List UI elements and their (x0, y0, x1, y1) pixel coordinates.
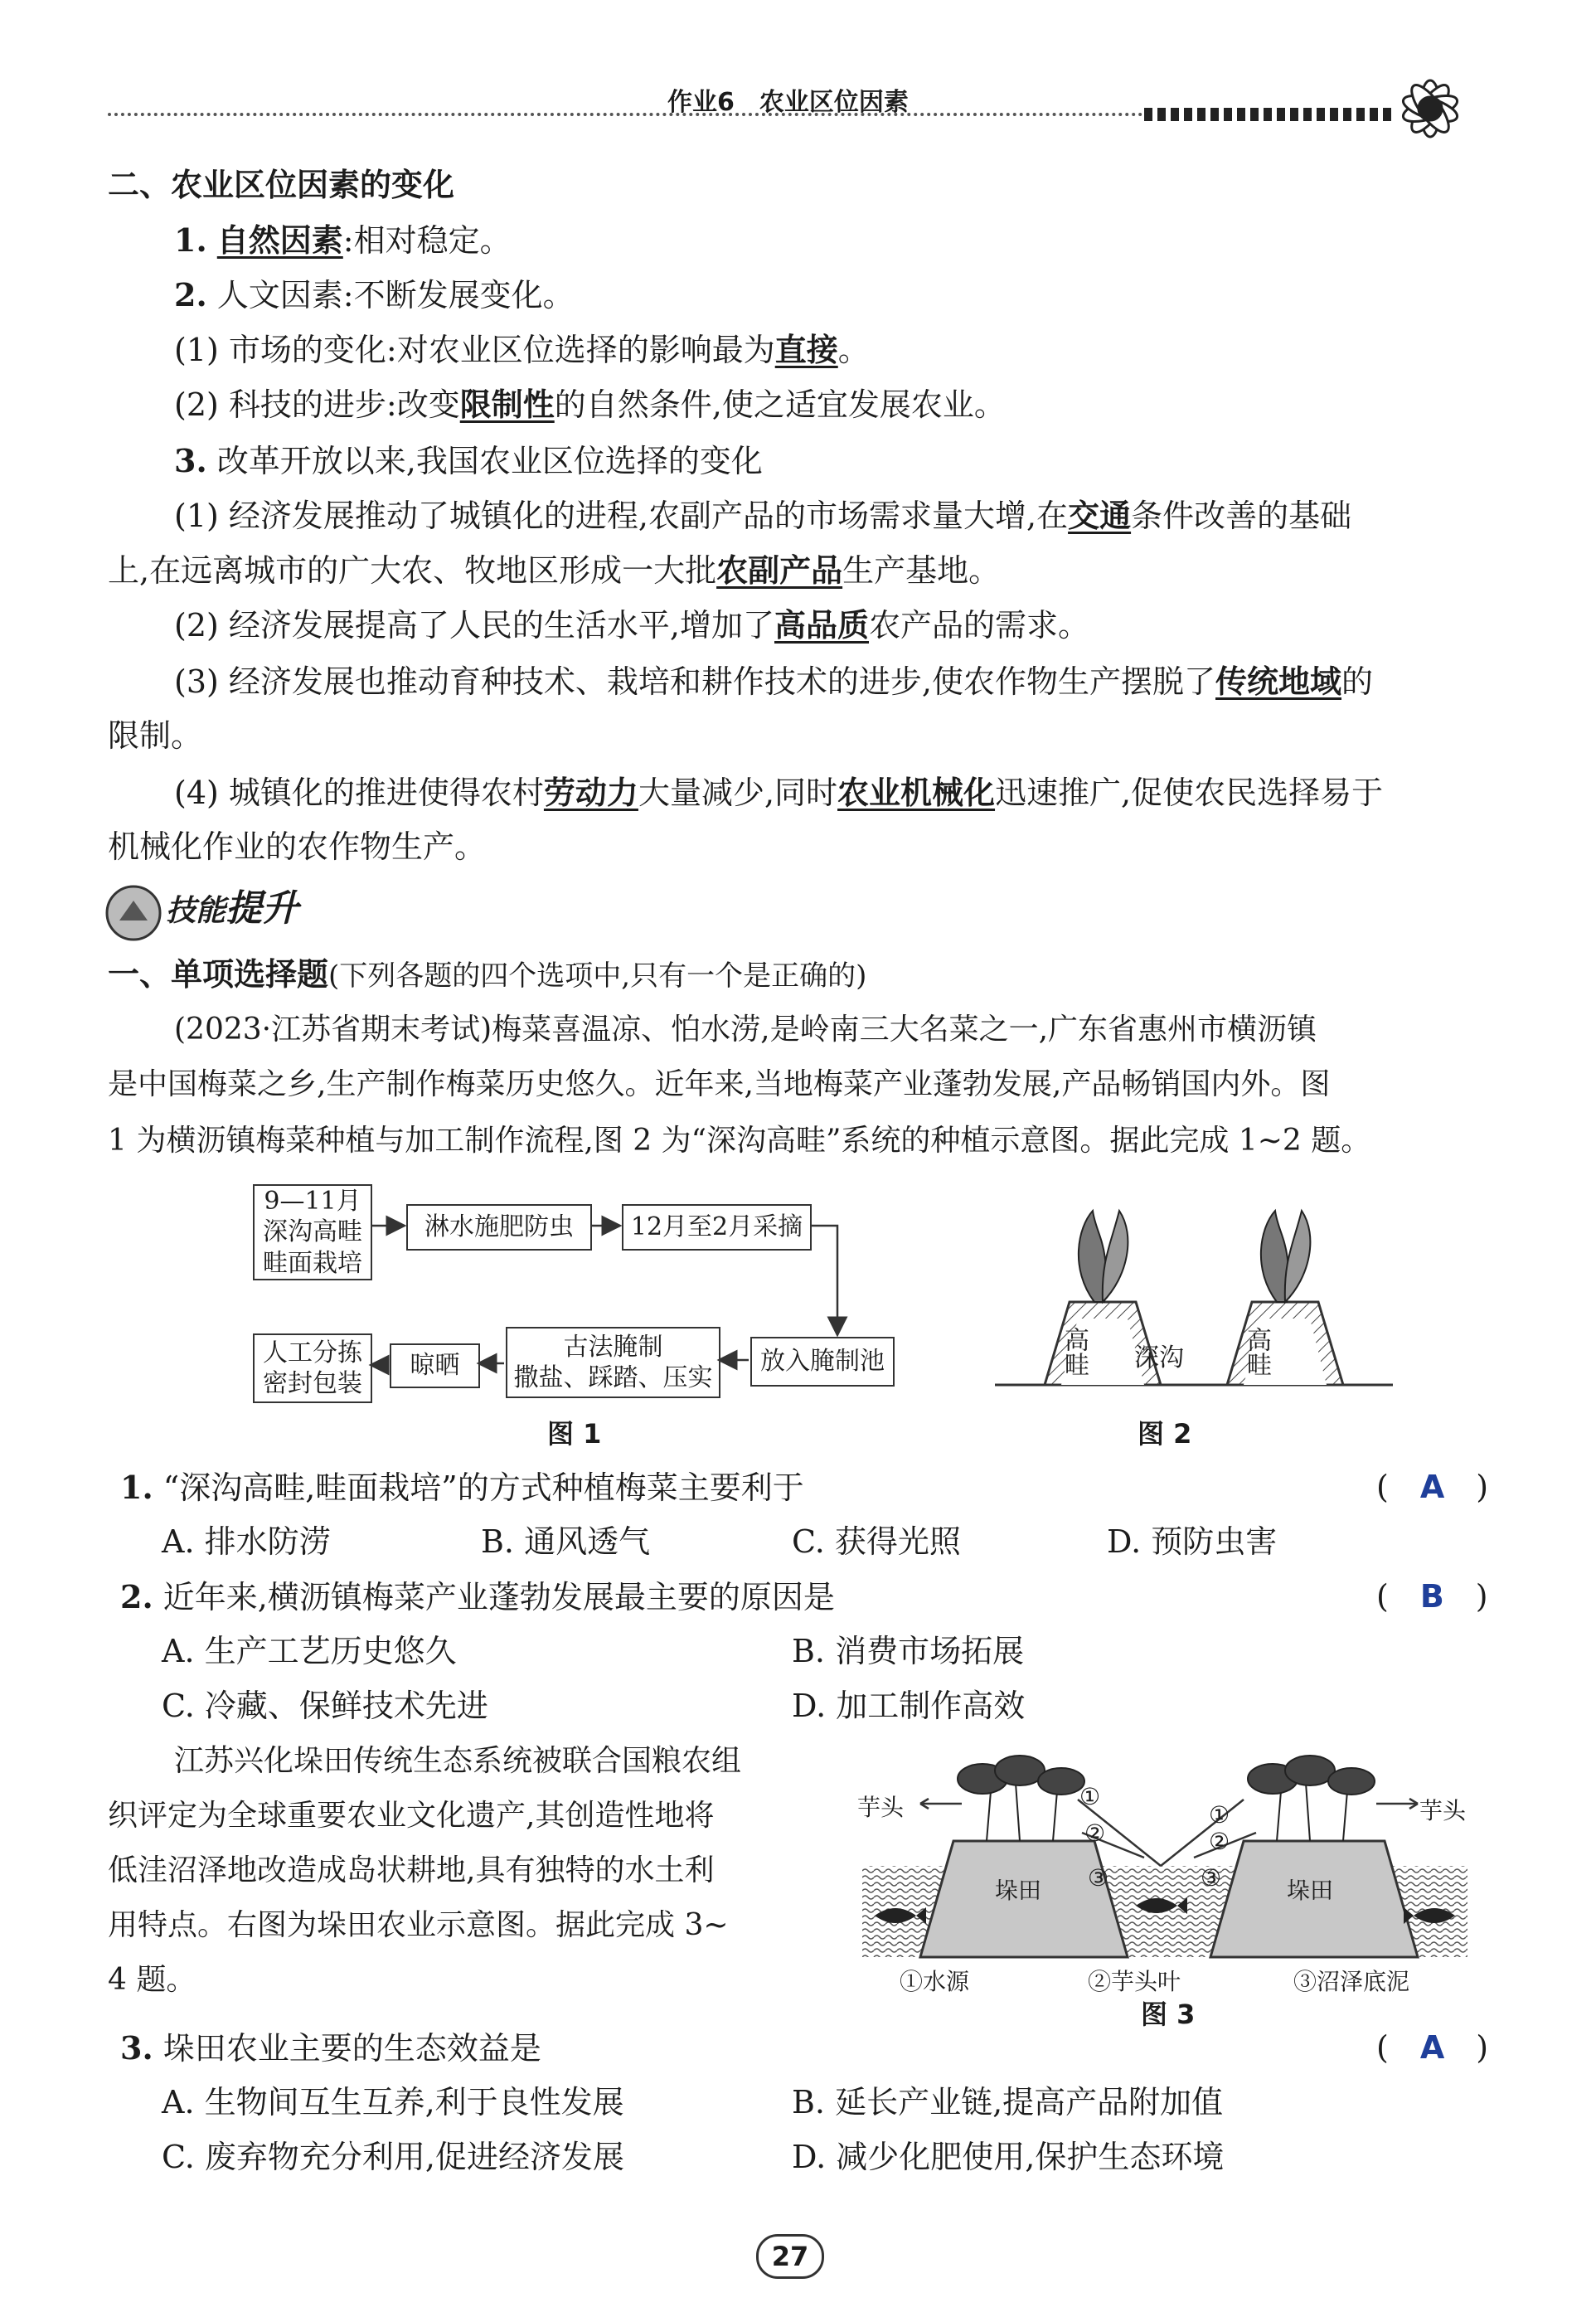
intro-line-3: 1 为横沥镇梅菜种植与加工制作流程,图 2 为“深沟高畦”系统的种植示意图。据此完成 1~2 题。 (108, 1124, 1371, 1158)
flow-box-pickling-pool: 放入腌制池 (750, 1337, 895, 1387)
q3-option-b: B. 延长产业链,提高产品附加值 (792, 2084, 1224, 2120)
skill-heading: 技能提升 (166, 887, 299, 930)
question-3-stem: 3. 垛田农业主要的生态效益是 (120, 2029, 541, 2067)
question-1-stem: 1. “深沟高畦,畦面栽培”的方式种植梅菜主要利于 (120, 1469, 804, 1506)
intro34-line-1: 江苏兴化垛田传统生态系统被联合国粮农组 (174, 1744, 742, 1778)
part1-title: 一、单项选择题(下列各题的四个选项中,只有一个是正确的) (108, 956, 867, 993)
ridge-label-right: 高畦 (1242, 1327, 1271, 1377)
figure-2-caption: 图 2 (1138, 1418, 1192, 1450)
flow-box-packing: 人工分拣 密封包装 (253, 1333, 372, 1403)
question-3-answer: ( A ) (1376, 2029, 1489, 2066)
flow-box-watering: 淋水施肥防虫 (406, 1204, 592, 1251)
q3-option-c: C. 废弃物充分利用,促进经济发展 (162, 2139, 624, 2175)
header-title: 作业6 农业区位因素 (667, 88, 909, 117)
duotian-diagram (862, 1741, 1467, 1974)
q3-option-a: A. 生物间互生互养,利于良性发展 (162, 2084, 624, 2120)
item-2-sub-2: (2) 科技的进步:改变限制性的自然条件,使之适宜发展农业。 (174, 386, 1006, 423)
item-3-sub-3-line1: (3) 经济发展也推动育种技术、栽培和耕作技术的进步,使农作物生产摆脱了传统地域的 (174, 663, 1374, 700)
figure-1-caption: 图 1 (547, 1418, 602, 1450)
flow-box-planting: 9—11月 深沟高畦 畦面栽培 (253, 1184, 372, 1280)
item-3-sub-3-line2: 限制。 (108, 717, 203, 754)
ditch-label: 深沟 (1134, 1343, 1184, 1372)
ridge-label-left: 高畦 (1060, 1327, 1089, 1377)
question-2-stem: 2. 近年来,横沥镇梅菜产业蓬勃发展最主要的原因是 (120, 1578, 835, 1615)
item-2: 2. 人文因素:不断发展变化。 (174, 276, 575, 313)
intro34-line-3: 低洼沼泽地改造成岛状耕地,具有独特的水土利 (108, 1853, 715, 1887)
taro-head-label-left: 芋头 (857, 1794, 905, 1821)
q2-option-c: C. 冷藏、保鲜技术先进 (162, 1688, 488, 1724)
ridge-diagram (995, 1194, 1393, 1410)
marker-3-right: ③ (1201, 1864, 1222, 1892)
question-1-answer: ( A ) (1376, 1469, 1489, 1505)
item-3-sub-4-line1: (4) 城镇化的推进使得农村劳动力大量减少,同时农业机械化迅速推广,促使农民选择易于 (174, 774, 1384, 811)
q1-option-c: C. 获得光照 (792, 1523, 961, 1560)
marker-2-left: ② (1084, 1819, 1106, 1847)
item-3-sub-2: (2) 经济发展提高了人民的生活水平,增加了高品质农产品的需求。 (174, 606, 1090, 644)
item-1: 1. 自然因素:相对稳定。 (174, 221, 512, 259)
intro34-line-4: 用特点。右图为垛田农业示意图。据此完成 3~ (108, 1908, 729, 1942)
marker-1-right: ① (1209, 1801, 1230, 1829)
marker-2-right: ② (1209, 1828, 1230, 1855)
legend-taro-leaf: ②芋头叶 (1088, 1968, 1181, 1995)
page-number: 27 (771, 2241, 809, 2272)
q2-option-b: B. 消费市场拓展 (792, 1633, 1025, 1669)
q2-option-d: D. 加工制作高效 (792, 1688, 1026, 1724)
flow-box-ancient-pickling: 古法腌制 撒盐、踩踏、压实 (506, 1327, 720, 1398)
item-3-sub-1-line2: 上,在远离城市的广大农、牧地区形成一大批农副产品生产基地。 (108, 551, 1001, 589)
q1-option-b: B. 通风透气 (481, 1523, 651, 1560)
marker-1-left: ① (1079, 1783, 1101, 1810)
q1-option-a: A. 排水防涝 (162, 1523, 331, 1560)
flow-box-drying: 晾晒 (390, 1343, 480, 1388)
legend-swamp-mud: ③沼泽底泥 (1293, 1968, 1410, 1995)
item-3: 3. 改革开放以来,我国农业区位选择的变化 (174, 442, 763, 479)
legend-water-source: ①水源 (900, 1968, 970, 1995)
question-2-answer: ( B ) (1376, 1578, 1488, 1615)
figure-3-caption: 图 3 (1141, 1999, 1196, 2030)
taro-head-label-right: 芋头 (1419, 1797, 1467, 1824)
flow-box-harvest: 12月至2月采摘 (622, 1204, 812, 1251)
q2-option-a: A. 生产工艺历史悠久 (162, 1633, 457, 1669)
intro-line-1: (2023·江苏省期末考试)梅菜喜温凉、怕水涝,是岭南三大名菜之一,广东省惠州市横沥镇 (174, 1013, 1317, 1047)
item-2-sub-1: (1) 市场的变化:对农业区位选择的影响最为直接。 (174, 331, 870, 368)
field-label-right: 垛田 (1287, 1877, 1334, 1904)
q1-option-d: D. 预防虫害 (1107, 1523, 1278, 1560)
q3-option-d: D. 减少化肥使用,保护生态环境 (792, 2139, 1225, 2175)
field-label-left: 垛田 (995, 1877, 1042, 1904)
section-title: 二、农业区位因素的变化 (108, 167, 455, 203)
marker-3-left: ③ (1088, 1864, 1109, 1892)
intro34-line-5: 4 题。 (108, 1963, 196, 1997)
item-3-sub-1-line1: (1) 经济发展推动了城镇化的进程,农副产品的市场需求量大增,在交通条件改善的基础 (174, 497, 1352, 534)
intro-line-2: 是中国梅菜之乡,生产制作梅菜历史悠久。近年来,当地梅菜产业蓬勃发展,产品畅销国内外。图 (108, 1067, 1331, 1101)
item-3-sub-4-line2: 机械化作业的农作物生产。 (108, 828, 487, 865)
intro34-line-2: 织评定为全球重要农业文化遗产,其创造性地将 (108, 1799, 715, 1833)
page-number-badge (756, 2234, 824, 2279)
